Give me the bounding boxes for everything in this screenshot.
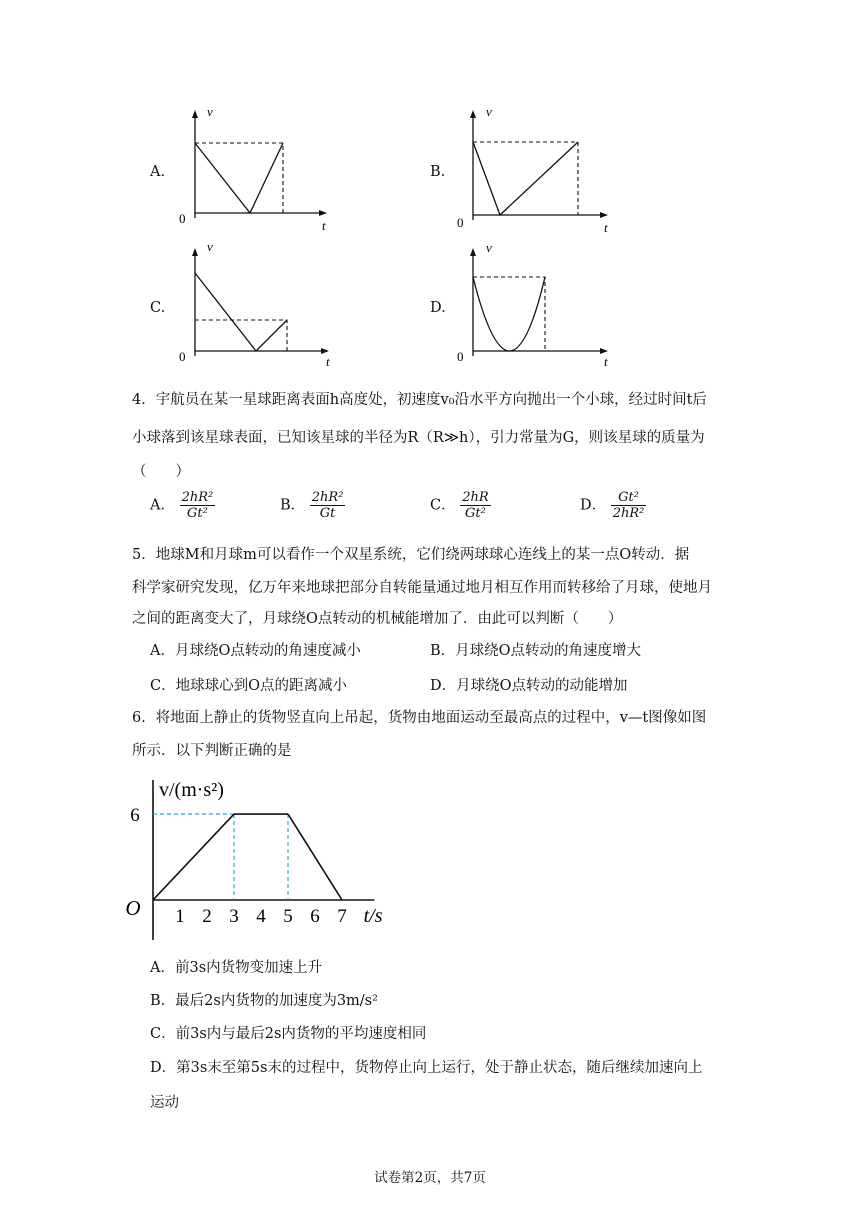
q5-line-3: 之间的距离变大了，月球绕O点转动的机械能增加了．由此可以判断（ ） [132, 611, 623, 627]
denominator: Gt² [187, 506, 208, 521]
x-tick-label: 4 [256, 906, 266, 927]
numerator: Gt² [611, 490, 647, 506]
q5-option-c: C．地球球心到O点的距离减小 [150, 678, 347, 694]
origin-label: 0 [179, 211, 186, 226]
q6-option-d-line-1: D．第3s末至第5s末的过程中，货物停止向上运行，处于静止状态，随后继续加速向上 [150, 1060, 703, 1076]
denominator: 2hR² [612, 506, 645, 521]
x-tick-label: 3 [229, 906, 239, 927]
fraction [611, 490, 647, 521]
fraction [460, 490, 490, 521]
denominator: Gt² [465, 506, 486, 521]
velocity-line-segment [288, 814, 342, 900]
v-axis-label: v [486, 240, 492, 255]
y-tick-label: 6 [130, 805, 140, 827]
q6-option-b: B．最后2s内货物的加速度为3m/s² [150, 993, 378, 1009]
t-axis-label: t [604, 220, 608, 232]
q3-option-d-graph [448, 238, 618, 368]
q6-vt-chart [125, 772, 415, 947]
q3-option-d-label: D. [430, 300, 446, 316]
v-axis-label: v [207, 239, 213, 254]
q6-option-d-line-2: 运动 [150, 1095, 179, 1111]
origin-label: 0 [179, 349, 186, 364]
q4-line-2: 小球落到该星球表面，已知该星球的半径为R（R≫h），引力常量为G，则该星球的质量为 [132, 430, 705, 446]
q5-line-1: 5．地球M和月球m可以看作一个双星系统，它们绕两球球心连线上的某一点O转动．据 [132, 547, 690, 563]
v-axis-label: v [486, 104, 492, 119]
origin-label: 0 [457, 215, 464, 230]
q4-option-b [280, 490, 345, 521]
option-label: C． [430, 497, 456, 514]
q6-line-1: 6．将地面上静止的货物竖直向上吊起，货物由地面运动至最高点的过程中，v—t图像如图 [132, 710, 707, 726]
q5-option-b: B．月球绕O点转动的角速度增大 [430, 643, 642, 659]
q3-option-b-graph [448, 100, 618, 232]
q6-option-a: A．前3s内货物变加速上升 [150, 960, 323, 976]
x-tick-label: 7 [337, 906, 347, 927]
t-axis-label: t [322, 218, 326, 230]
fraction [180, 490, 216, 521]
origin-label: O [125, 896, 141, 920]
q3-option-c-graph [170, 238, 340, 368]
numerator: 2hR [462, 490, 489, 505]
numerator: 2hR² [181, 490, 214, 505]
origin-label: 0 [457, 349, 464, 364]
q5-option-d: D．月球绕O点转动的动能增加 [430, 678, 628, 694]
x-tick-label: 6 [310, 906, 320, 927]
option-label: B． [280, 497, 306, 514]
t-axis-label: t [326, 354, 330, 368]
q6-option-c: C．前3s内与最后2s内货物的平均速度相同 [150, 1026, 427, 1042]
t-axis-label: t [604, 354, 608, 368]
q3-option-a-label: A. [150, 164, 166, 180]
q4-line-1: 4．宇航员在某一星球距离表面h高度处，初速度v₀沿水平方向抛出一个小球，经过时间t后 [132, 392, 707, 408]
q5-option-a: A．月球绕O点转动的角速度减小 [150, 643, 361, 659]
v-axis-label: v [207, 104, 213, 119]
x-axis-label: t/s [363, 905, 383, 927]
x-tick-label: 1 [175, 906, 185, 927]
page-footer: 试卷第2页，共7页 [374, 1170, 486, 1186]
fraction [310, 490, 346, 521]
numerator: 2hR² [311, 490, 344, 505]
q4-option-c [430, 490, 491, 521]
denominator: Gt [319, 506, 336, 521]
q4-option-d [580, 490, 646, 521]
q5-line-2: 科学家研究发现，亿万年来地球把部分自转能量通过地月相互作用而转移给了月球，使地月 [132, 580, 712, 596]
q3-option-c-label: C. [150, 300, 166, 316]
q4-option-a [150, 490, 215, 521]
q3-option-a-graph [170, 100, 340, 230]
y-axis-label: v/(m·s²) [159, 779, 224, 801]
q3-option-b-label: B. [430, 164, 446, 180]
q4-line-3: （ ） [132, 464, 190, 480]
x-tick-label: 2 [202, 906, 212, 927]
q6-line-2: 所示．以下判断正确的是 [132, 743, 292, 759]
velocity-line-segment [153, 814, 234, 900]
option-label: A． [150, 497, 175, 514]
option-label: D． [580, 497, 607, 514]
x-tick-label: 5 [283, 906, 293, 927]
